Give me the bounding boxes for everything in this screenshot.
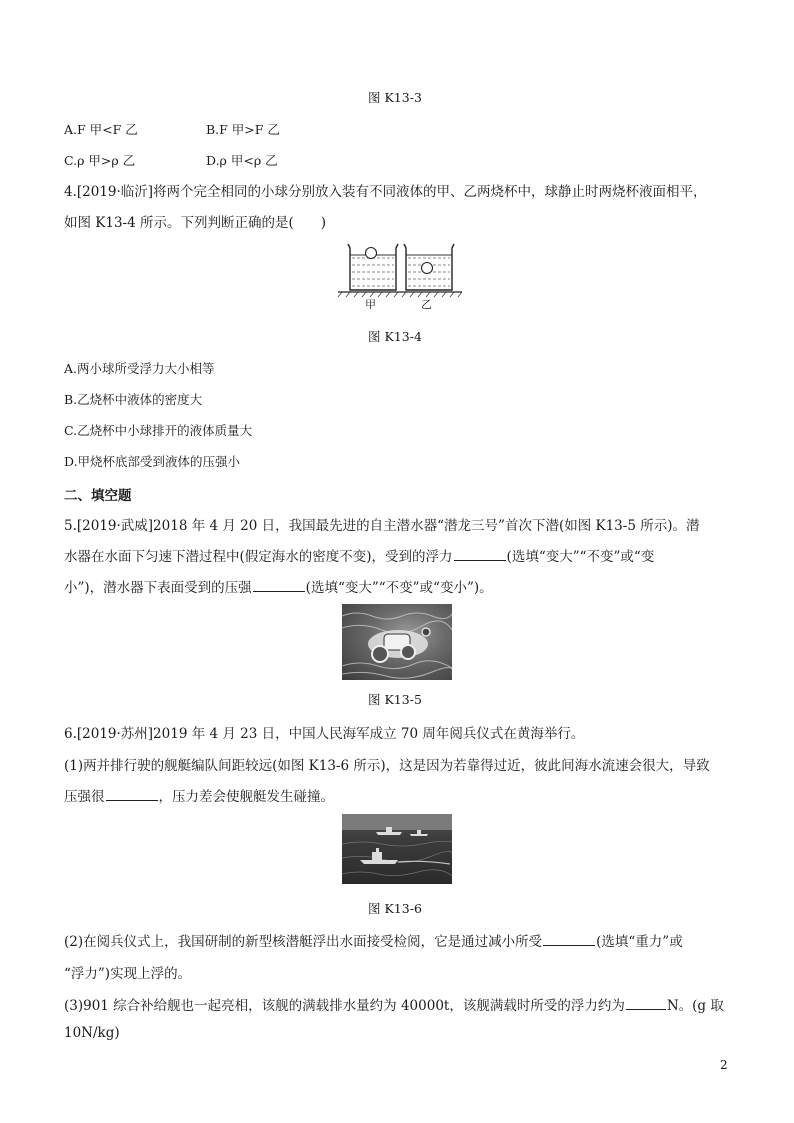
q5-stem-line-1: 5.[2019·武威]2018 年 4 月 20 日，我国最先进的自主潜水器“潜龙三号”首次下潜(如图 K13-5 所示)。潜 xyxy=(64,518,700,534)
q6-p2-text-b: (选填“重力”或 xyxy=(596,934,683,950)
q3-option-a: A.F 甲<F 乙 xyxy=(64,122,138,137)
q5-line3-text-b: (选填“变大”“不变”或“变小”)。 xyxy=(305,580,493,596)
beaker-right xyxy=(404,244,454,290)
figure-k13-6-caption: 图 K13-6 xyxy=(368,901,422,916)
q6-answer-blank-2[interactable] xyxy=(543,931,595,946)
q5-stem-line-2 xyxy=(64,545,654,565)
figure-k13-4-caption: 图 K13-4 xyxy=(368,329,422,344)
beaker-left xyxy=(348,244,398,290)
q6-intro: 6.[2019·苏州]2019 年 4 月 23 日，中国人民海军成立 70 周年阅兵仪式在黄海举行。 xyxy=(64,726,585,742)
figure-k13-4-label-left: 甲 xyxy=(365,298,376,311)
q3-option-c: C.ρ 甲>ρ 乙 xyxy=(64,153,136,168)
q6-part1-line-2 xyxy=(64,785,334,805)
q5-line3-text-a: 小”)，潜水器下表面受到的压强 xyxy=(64,580,252,596)
q6-part1-line-1: (1)两并排行驶的舰艇编队间距较远(如图 K13-6 所示)，这是因为若靠得过近，彼此间海水流速会很大，导致 xyxy=(64,758,710,774)
q3-option-b: B.F 甲>F 乙 xyxy=(206,122,280,137)
page-number: 2 xyxy=(720,1058,728,1072)
q6-part2-line-1 xyxy=(64,930,683,950)
q6-p2-text-a: (2)在阅兵仪式上，我国研制的新型核潜艇浮出水面接受检阅，它是通过减小所受 xyxy=(64,934,543,950)
q6-p1-text-b: ，压力差会使舰艇发生碰撞。 xyxy=(158,789,334,805)
q5-line2-text-a: 水器在水面下匀速下潜过程中(假定海水的密度不变)，受到的浮力 xyxy=(64,549,453,565)
q4-option-c: C.乙烧杯中小球排开的液体质量大 xyxy=(64,423,253,438)
q4-option-d: D.甲烧杯底部受到液体的压强小 xyxy=(64,454,241,469)
q6-part3-line-2: 10N/kg) xyxy=(64,1025,120,1041)
q5-stem-line-3 xyxy=(64,576,493,596)
q6-part3-line-1 xyxy=(64,994,724,1014)
q4-stem-line-2: 如图 K13-4 所示。下列判断正确的是( ) xyxy=(64,215,327,231)
q6-p3-text-a: (3)901 综合补给舰也一起亮相，该舰的满载排水量约为 40000t，该舰满载时所受的浮力约为 xyxy=(64,998,625,1014)
q6-answer-blank-3[interactable] xyxy=(626,995,666,1010)
q6-answer-blank-1[interactable] xyxy=(106,786,158,801)
q6-p1-text-a: 压强很 xyxy=(64,789,105,805)
q4-option-b: B.乙烧杯中液体的密度大 xyxy=(64,392,203,407)
figure-k13-6-fleet-photo xyxy=(342,814,452,884)
q5-answer-blank-2[interactable] xyxy=(253,577,305,592)
section-heading-fill-in: 二、填空题 xyxy=(64,488,132,504)
q4-stem-line-1: 4.[2019·临沂]将两个完全相同的小球分别放入装有不同液体的甲、乙两烧杯中，球静止时两烧杯液面相平， xyxy=(64,184,707,200)
q4-option-a: A.两小球所受浮力大小相等 xyxy=(64,361,215,376)
q6-p3-text-b: N。(g 取 xyxy=(666,998,724,1014)
q3-option-d: D.ρ 甲<ρ 乙 xyxy=(206,153,278,168)
figure-k13-5-submersible-photo xyxy=(342,604,452,680)
figure-k13-3-caption: 图 K13-3 xyxy=(368,90,422,105)
figure-k13-4-label-right: 乙 xyxy=(421,298,432,311)
q5-line2-text-b: (选填“变大”“不变”或“变 xyxy=(506,549,655,565)
figure-k13-4-beakers xyxy=(336,238,466,316)
q5-answer-blank-1[interactable] xyxy=(454,546,506,561)
q6-part2-line-2: “浮力”)实现上浮的。 xyxy=(64,966,192,982)
figure-k13-5-caption: 图 K13-5 xyxy=(368,692,422,707)
